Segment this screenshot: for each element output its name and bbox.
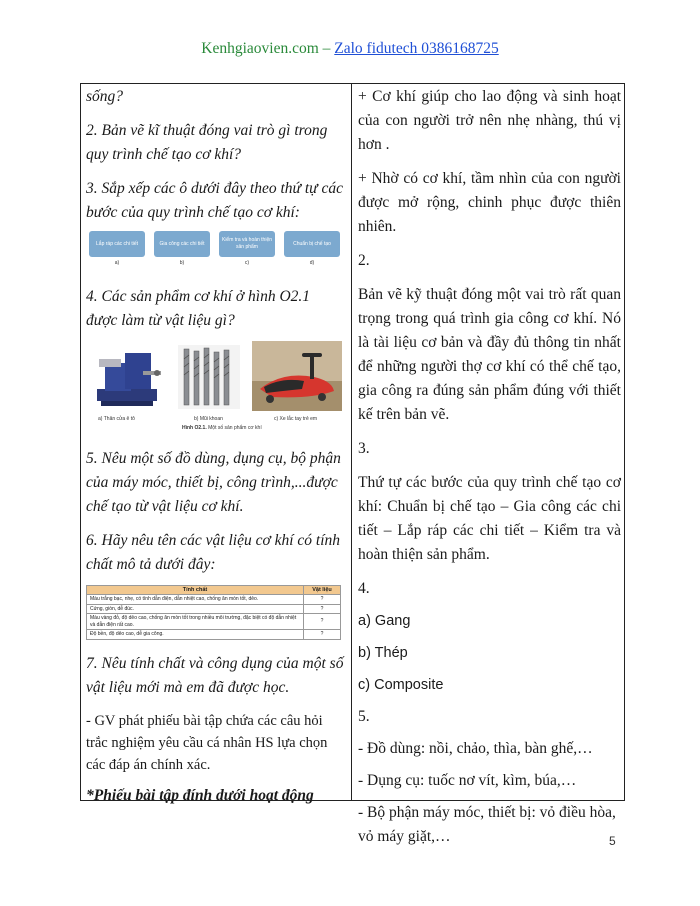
property-cell: Màu trắng bạc, nhẹ, có tính dẫn điện, dẫn nhiệt cao, chống ăn mòn tốt, dẻo. [87,595,304,605]
answer-2: Bản vẽ kỹ thuật đóng một vai trò rất quan trọng trong quá trình gia công cơ khí. Nó là tài liệu cơ bản và đầy đủ thông tin nhất để những người thợ cơ khí có thể chế tạo, gia công ra đúng sản phẩm đúng với thiết kế trên bản vẽ. [358,286,621,423]
brand-phone: 0386168725 [417,40,499,57]
question-2: 2. Bản vẽ kĩ thuật đóng vai trò gì trong quy trình chế tạo cơ khí? [86,122,328,163]
table-row [87,614,341,630]
answer-3: Thứ tự các bước của quy trình chế tạo cơ khí: Chuẩn bị chế tạo – Gia công các chi tiết – Lắp ráp các chi tiết – Kiểm tra và hoàn thiện sản phẩm. [358,474,621,563]
material-cell: ? [304,604,341,614]
q1-tail: sống? [86,88,124,105]
left-column [81,84,351,804]
figure-title [182,425,262,431]
header-property: Tính chất [87,586,304,595]
answer-4c: c) Composite [358,677,444,693]
answer-1-point-1: + Cơ khí giúp cho lao động và sinh hoạt của con người trở nên nhẹ nhàng, thú vị hơn . [358,88,621,153]
question-5: 5. Nêu một số đồ dùng, dụng cụ, bộ phận của máy móc, thiết bị, công trình,...được chế tạo từ vật liệu cơ khí. [86,450,341,515]
page-header [0,40,700,58]
brand-name: Zalo fidutech [334,40,418,57]
answer-5-number: 5. [358,708,370,725]
question-7: 7. Nêu tính chất và công dụng của một số vật liệu mới mà em đã được học. [86,654,344,696]
figure-caption-b: b) Mũi khoan [194,416,223,422]
answer-1-point-2: + Nhờ có cơ khí, tầm nhìn của con người được mở rộng, chinh phục được thiên nhiên. [358,170,621,235]
material-cell: ? [304,595,341,605]
site-name: Kenhgiaovien.com [201,40,319,57]
answer-5b: - Dụng cụ: tuốc nơ vít, kìm, búa,… [358,772,577,789]
ride-on-toy-image [252,341,342,411]
answer-4a: a) Gang [358,613,411,629]
property-cell: Màu vàng đỏ, độ dẻo cao, chống ăn mòn tốt trong nhiều môi trường, đặc biệt có độ dẫn nhiệt và dẫn điện rất cao. [87,614,304,630]
worksheet-note: *Phiếu bài tập đính dưới hoạt động [86,786,314,804]
header-material: Vật liệu [304,586,341,595]
material-cell: ? [304,630,341,640]
question-6: 6. Hãy nêu tên các vật liệu cơ khí có tính chất mô tả dưới đây: [86,532,341,573]
teacher-note: - GV phát phiếu bài tập chứa các câu hỏi trắc nghiệm yêu cầu cá nhân HS lựa chọn các đáp án chính xác. [86,712,328,773]
step-letter-a: a) [114,260,120,266]
question-4: 4. Các sản phẩm cơ khí ở hình O2.1 được làm từ vật liệu gì? [86,288,311,329]
figure-o2-1 [86,341,345,441]
table-row [87,630,341,640]
step-box-d: Chuẩn bị chế tạo [284,231,340,257]
figure-caption-c: c) Xe lắc tay trẻ em [274,416,318,422]
question-3: 3. Sắp xếp các ô dưới đây theo thứ tự các bước của quy trình chế tạo cơ khí: [86,180,344,221]
step-box-b: Gia công các chi tiết [154,231,210,257]
materials-table [86,585,341,640]
page-number: 5 [609,834,616,848]
table-row [87,595,341,605]
content-table [80,83,625,845]
table-row [87,604,341,614]
step-box-a: Lắp ráp các chi tiết [89,231,145,257]
drill-bits-image [178,345,240,409]
header-separator: – [318,40,335,57]
answer-5c: - Bộ phận máy móc, thiết bị: vỏ điều hòa, vỏ máy giặt,… [358,804,616,845]
step-letter-c: c) [244,260,250,266]
figure-title-text: Một số sản phẩm cơ khí [206,425,262,431]
table-header-row [87,586,341,595]
answer-4b: b) Thép [358,645,408,661]
figure-title-label: Hình O2.1. [182,425,207,431]
process-steps [86,231,345,273]
answer-5a: - Đồ dùng: nồi, chảo, thìa, bàn ghế,… [358,740,593,757]
step-letter-d: d) [309,260,315,266]
step-box-c: Kiểm tra và hoàn thiện sản phẩm [219,231,275,257]
material-cell: ? [304,614,341,630]
property-cell: Độ bền, độ dẻo cao, dễ gia công. [87,630,304,640]
bench-vise-image [91,341,163,409]
figure-caption-a: a) Thân cửa ê tô [98,416,135,422]
answer-4-number: 4. [358,580,370,597]
step-letter-b: b) [179,260,185,266]
right-column [352,84,626,845]
property-cell: Cứng, giòn, dễ đúc. [87,604,304,614]
answer-3-number: 3. [358,440,370,457]
answer-2-number: 2. [358,252,370,269]
